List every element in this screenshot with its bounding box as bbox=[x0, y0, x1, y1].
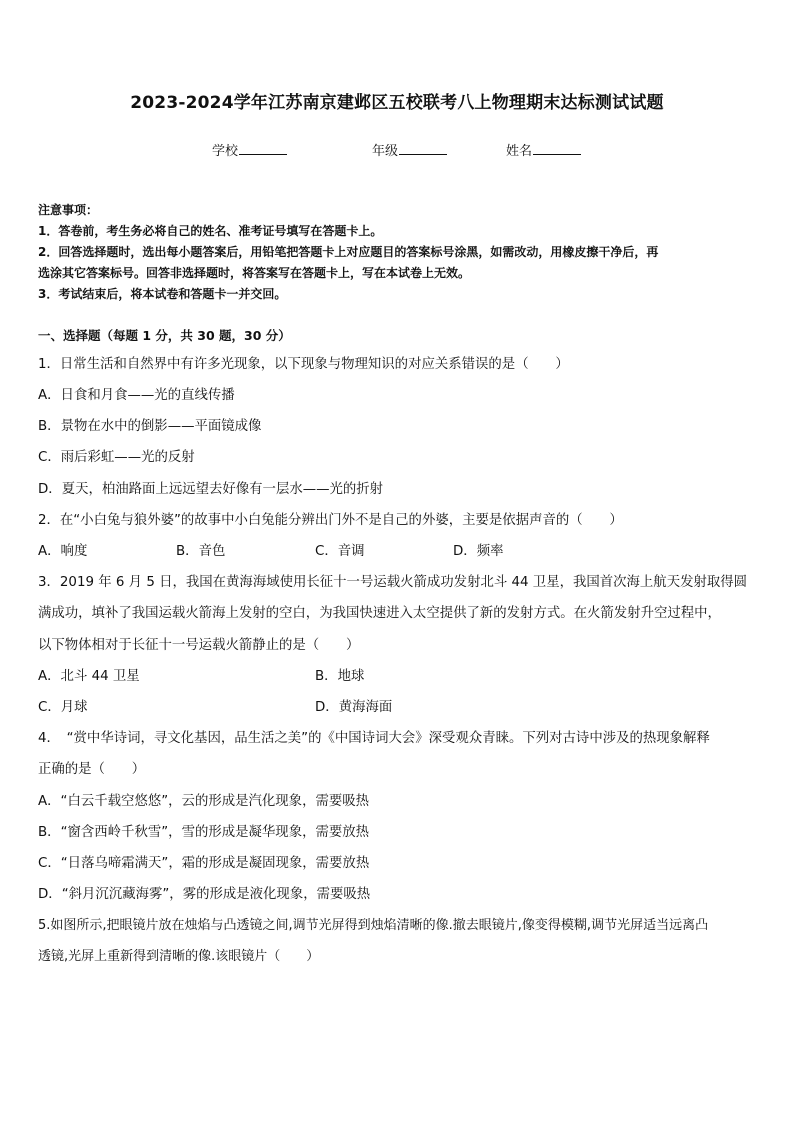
q4-option-a: A．“白云千载空悠悠”，云的形成是汽化现象，需要吸热 bbox=[38, 794, 370, 809]
q5-line-2: 透镜,光屏上重新得到清晰的像.该眼镜片（ ） bbox=[38, 949, 320, 964]
q4-line-2: 正确的是（ ） bbox=[38, 762, 146, 777]
q2-option-b: B．音色 bbox=[176, 544, 226, 559]
name-blank bbox=[533, 142, 581, 155]
grade-field bbox=[372, 140, 447, 159]
notice-heading: 注意事项： bbox=[38, 203, 99, 217]
school-label: 学校 bbox=[212, 144, 239, 159]
q4-line-1: 4． “赏中华诗词，寻文化基因，品生活之美”的《中国诗词大会》深受观众青睐。下列对古诗中涉及的热现象解释 bbox=[38, 731, 710, 746]
q4-option-c: C．“日落乌啼霜满天”，霜的形成是凝固现象，需要放热 bbox=[38, 856, 370, 871]
name-field bbox=[506, 140, 581, 159]
notice-item-3: 3．考试结束后，将本试卷和答题卡一并交回。 bbox=[38, 287, 287, 301]
q3-line-2: 满成功，填补了我国运载火箭海上发射的空白，为我国快速进入太空提供了新的发射方式。在火箭发射升空过程中， bbox=[38, 606, 721, 621]
notice-item-1: 1．答卷前，考生务必将自己的姓名、准考证号填写在答题卡上。 bbox=[38, 224, 383, 238]
school-field bbox=[212, 140, 287, 159]
notice-item-2-line-1: 2．回答选择题时，选出每小题答案后，用铅笔把答题卡上对应题目的答案标号涂黑，如需改动，用橡皮擦干净后，再 bbox=[38, 245, 659, 259]
q1-option-c: C．雨后彩虹——光的反射 bbox=[38, 450, 195, 465]
q1-option-d: D．夏天，柏油路面上远远望去好像有一层水——光的折射 bbox=[38, 482, 384, 497]
q3-option-d: D．黄海海面 bbox=[315, 700, 393, 715]
q4-option-d: D．“斜月沉沉藏海雾”，雾的形成是液化现象，需要吸热 bbox=[38, 887, 371, 902]
page-title: 2023-2024学年江苏南京建邺区五校联考八上物理期末达标测试试题 bbox=[130, 93, 664, 113]
q3-line-3: 以下物体相对于长征十一号运载火箭静止的是（ ） bbox=[38, 638, 360, 653]
q1-option-b: B．景物在水中的倒影——平面镜成像 bbox=[38, 419, 262, 434]
q3-option-c: C．月球 bbox=[38, 700, 88, 715]
q1-option-a: A．日食和月食——光的直线传播 bbox=[38, 388, 235, 403]
q2-option-d: D．频率 bbox=[453, 544, 504, 559]
q4-option-b: B．“窗含西岭千秋雪”，雪的形成是凝华现象，需要放热 bbox=[38, 825, 370, 840]
notice-item-2-line-2: 选涂其它答案标号。回答非选择题时，将答案写在答题卡上，写在本试卷上无效。 bbox=[38, 266, 471, 280]
q1-stem: 1．日常生活和自然界中有许多光现象，以下现象与物理知识的对应关系错误的是（ ） bbox=[38, 357, 569, 372]
notice-block bbox=[38, 200, 758, 305]
grade-label: 年级 bbox=[372, 144, 399, 159]
q2-option-a: A．响度 bbox=[38, 544, 88, 559]
name-label: 姓名 bbox=[506, 144, 533, 159]
q3-line-1: 3．2019 年 6 月 5 日，我国在黄海海域使用长征十一号运载火箭成功发射北斗 44 卫星，我国首次海上航天发射取得圆 bbox=[38, 575, 748, 590]
q2-stem: 2．在“小白兔与狼外婆”的故事中小白兔能分辨出门外不是自己的外婆，主要是依据声音的（ ） bbox=[38, 513, 623, 528]
q2-option-c: C．音调 bbox=[315, 544, 365, 559]
school-blank bbox=[239, 142, 287, 155]
q3-option-a: A．北斗 44 卫星 bbox=[38, 669, 140, 684]
q3-option-b: B．地球 bbox=[315, 669, 365, 684]
grade-blank bbox=[399, 142, 447, 155]
q5-line-1: 5.如图所示,把眼镜片放在烛焰与凸透镜之间,调节光屏得到烛焰清晰的像.撤去眼镜片,像变得模糊,调节光屏适当远离凸 bbox=[38, 918, 709, 933]
section-heading: 一、选择题（每题 1 分，共 30 题，30 分） bbox=[38, 328, 291, 343]
